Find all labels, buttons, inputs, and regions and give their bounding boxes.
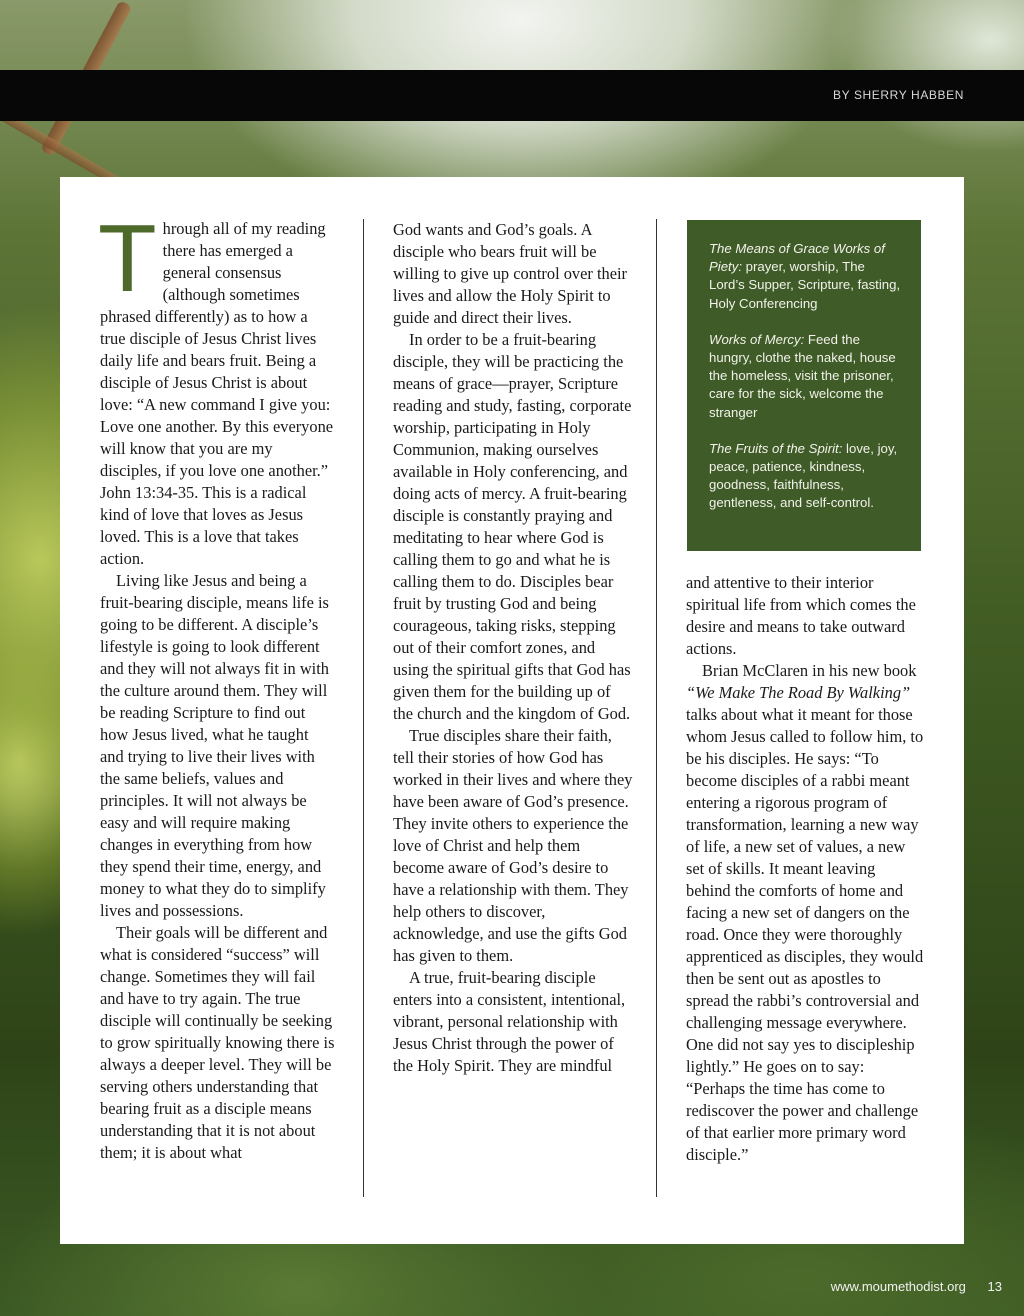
sidebar-item-heading: The Means of Grace Works of Piety: [709, 241, 885, 275]
paragraph: True disciples share their faith, tell their stories of how God has worked in their lives and where they have been aware of God’s presence. They invite others to experience the love of Christ and help them become aware of God’s desire to have a relationship with them. They help others to discover, acknowledge, and use the gifts God has given to them. [393, 726, 633, 965]
page-footer [831, 1279, 1002, 1294]
header-bar [0, 70, 1024, 121]
paragraph: God wants and God’s goals. A disciple who bears fruit will be willing to give up control over their lives and allow the Holy Spirit to guide and direct their lives. [393, 220, 627, 327]
paragraph-text: Brian McClaren in his new book [702, 661, 917, 680]
paragraph-text: talks about what it meant for those whom Jesus called to follow him, to be his disciples. He says: “To become disciples of a rabbi meant entering a rigorous program of transformation, learning a new way of life, a new set of values, a new set of skills. It meant leaving behind the comforts of home and facing a new set of dangers on the road. Once they were thoroughly apprenticed as disciples, they would then be sent out as apostles to spread the rabbi’s controversial and challenging message everywhere. One did not say yes to discipleship lightly.” He goes on to say: “Perhaps the time has come to rediscover the power and challenge of that earlier more primary word disciple.” [686, 705, 924, 1164]
paragraph: A true, fruit-bearing disciple enters into a consistent, intentional, vibrant, personal relationship with Jesus Christ through the power of the Holy Spirit. They are mindful [393, 968, 626, 1075]
sidebar-item [709, 240, 903, 313]
drop-cap: T [98, 205, 157, 312]
column-divider [656, 219, 657, 1197]
article-column-2 [393, 219, 633, 1077]
sidebar-item [709, 440, 903, 513]
paragraph [686, 660, 924, 1166]
article-column-1 [98, 205, 336, 1164]
column-divider [363, 219, 364, 1197]
article-column-3 [686, 572, 924, 1166]
sidebar-item-text: Feed the hungry, clothe the naked, house the homeless, visit the prisoner, care for the sick, welcome the stranger [709, 331, 896, 420]
article-panel [60, 177, 964, 1244]
book-title: “We Make The Road By Walking” [686, 683, 911, 702]
website-url: www.moumethodist.org [830, 1279, 966, 1294]
sidebar-box [687, 220, 921, 551]
paragraph: Living like Jesus and being a fruit-bearing disciple, means life is going to be different. A disciple’s lifestyle is going to look different and they will not always fit in with the culture around them. They will be reading Scripture to find out how Jesus lived, what he taught and trying to live their lives with the same beliefs, values and principles. It will not always be easy and will require making changes in everything from how they spend their time, energy, and money to what they do to simplify lives and possessions. [100, 571, 329, 920]
sidebar-item-heading: The Fruits of the Spirit: [709, 440, 843, 456]
page-number: 13 [987, 1279, 1002, 1294]
sidebar-item-heading: Works of Mercy: [709, 331, 805, 347]
paragraph: hrough all of my reading there has emerged a general consensus (although sometimes phrased differently) as to how a true disciple of Jesus Christ lives daily life and bears fruit. Being a disciple of Jesus Christ is about love: “A new command I give you: Love one another. By this everyone will know that you are my disciples, if you love one another.” John 13:34-35. This is a radical kind of love that loves as Jesus loved. This is a love that takes action. [100, 219, 334, 568]
paragraph: Their goals will be different and what is considered “success” will change. Sometimes they will fail and have to try again. The true disciple will continually be seeking to grow spiritually knowing there is always a deeper level. They will be serving others understanding that bearing fruit as a disciple means understanding that it is not about them; it is about what [100, 923, 335, 1162]
sidebar-item-text: love, joy, peace, patience, kindness, goodness, faithfulness, gentleness, and self-control. [709, 440, 898, 511]
byline: BY SHERRY HABBEN [833, 88, 964, 102]
paragraph: In order to be a fruit-bearing disciple, they will be practicing the means of grace—prayer, Scripture reading and study, fasting, corporate worship, participating in Holy Communion, making ourselves available in Holy conferencing, and doing acts of mercy. A fruit-bearing disciple is constantly praying and meditating to hear where God is calling them to go and what he is calling them to do. Disciples bear fruit by trusting God and being courageous, taking risks, stepping out of their comfort zones, and using the spiritual gifts that God has given them for the building up of the church and the kingdom of God. [393, 330, 632, 723]
sidebar-item [709, 331, 903, 422]
sidebar-item-text: prayer, worship, The Lord’s Supper, Scripture, fasting, Holy Conferencing [709, 259, 901, 311]
paragraph: and attentive to their interior spiritual life from which comes the desire and means to take outward actions. [686, 573, 916, 658]
